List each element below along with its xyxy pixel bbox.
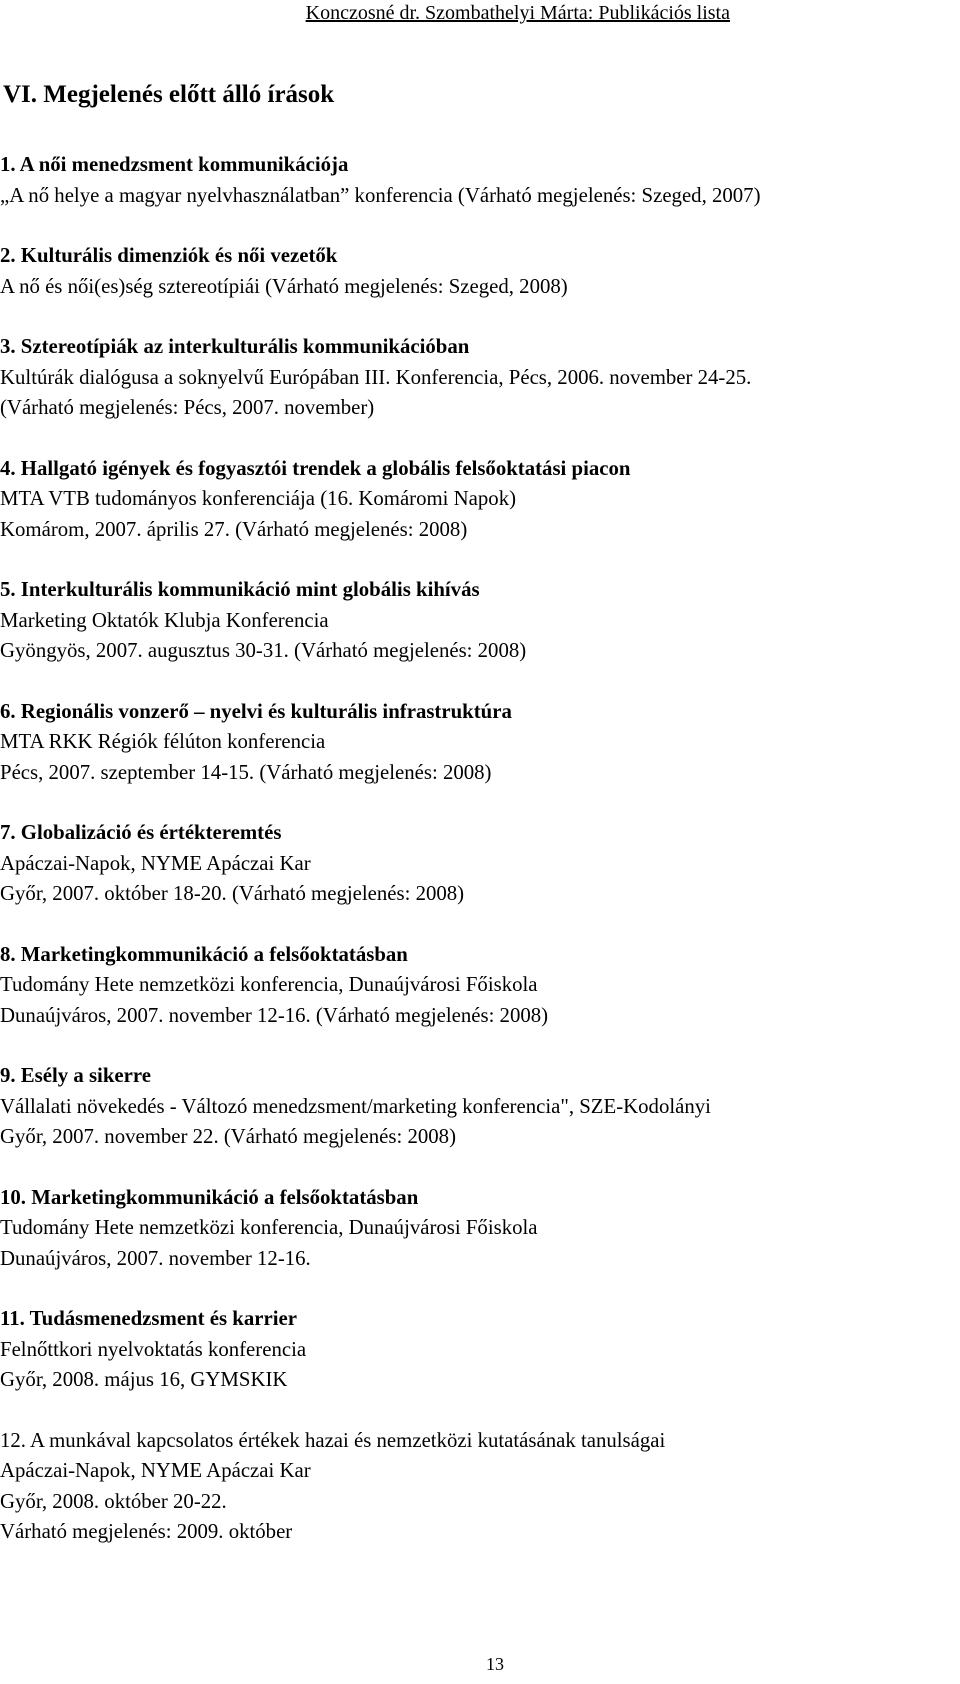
publication-entry [0, 1304, 960, 1396]
publication-detail: Gyöngyös, 2007. augusztus 30-31. (Várható megjelenés: 2008) [0, 639, 527, 662]
publication-title: 2. Kulturális dimenziók és női vezetők [0, 244, 338, 267]
publication-detail: Tudomány Hete nemzetközi konferencia, Dunaújvárosi Főiskola [0, 973, 538, 996]
publication-detail: Marketing Oktatók Klubja Konferencia [0, 608, 329, 632]
page-header: Konczosné dr. Szombathelyi Márta: Publikációs lista [305, 2, 730, 24]
publication-entry [0, 150, 960, 211]
publication-detail: Komárom, 2007. április 27. (Várható megjelenés: 2008) [0, 517, 468, 541]
publication-detail: A nő és női(es)ség sztereotípiái (Várható megjelenés: Szeged, 2008) [0, 274, 568, 298]
publication-title: 6. Regionális vonzerő – nyelvi és kulturális infrastruktúra [0, 699, 512, 723]
page-number: 13 [486, 1654, 504, 1674]
publication-entry [0, 940, 960, 1032]
publication-entry [0, 241, 960, 302]
publication-detail: Várható megjelenés: 2009. október [0, 1520, 293, 1543]
publication-detail: Apáczai-Napok, NYME Apáczai Kar [0, 851, 311, 875]
publication-detail: Felnőttkori nyelvoktatás konferencia [0, 1337, 307, 1361]
publication-detail: MTA RKK Régiók félúton konferencia [0, 730, 326, 753]
publication-entry [0, 1061, 960, 1153]
publication-title: 8. Marketingkommunikáció a felsőoktatásban [0, 942, 408, 966]
publication-entry [0, 454, 960, 546]
publication-detail: Vállalati növekedés - Változó menedzsment/marketing konferencia", SZE-Kodolányi [0, 1094, 711, 1118]
publication-detail: (Várható megjelenés: Pécs, 2007. november) [0, 396, 375, 419]
publication-detail: Dunaújváros, 2007. november 12-16. [0, 1246, 311, 1270]
publication-title: 5. Interkulturális kommunikáció mint globális kihívás [0, 578, 480, 601]
publication-entry [0, 575, 960, 667]
publication-entry [0, 332, 960, 424]
publication-detail: Apáczai-Napok, NYME Apáczai Kar [0, 1459, 311, 1482]
publication-title: 4. Hallgató igények és fogyasztói trendek a globális felsőoktatási piacon [0, 456, 631, 480]
publication-title: 12. A munkával kapcsolatos értékek hazai és nemzetközi kutatásának tanulságai [0, 1428, 666, 1452]
publication-detail: Győr, 2008. május 16, GYMSKIK [0, 1368, 288, 1391]
publication-detail: Kultúrák dialógusa a soknyelvű Európában III. Konferencia, Pécs, 2006. november 24-25. [0, 365, 752, 389]
publication-entry [0, 1183, 960, 1275]
publication-title: 9. Esély a sikerre [0, 1064, 151, 1087]
publication-title: 3. Sztereotípiák az interkulturális kommunikációban [0, 335, 470, 358]
publication-detail: Dunaújváros, 2007. november 12-16. (Várható megjelenés: 2008) [0, 1003, 549, 1027]
publication-detail: Győr, 2007. október 18-20. (Várható megjelenés: 2008) [0, 882, 465, 905]
publication-entry [0, 1426, 960, 1548]
publication-title: 11. Tudásmenedzsment és karrier [0, 1307, 297, 1330]
publication-list [0, 150, 960, 1578]
publication-detail: Pécs, 2007. szeptember 14-15. (Várható megjelenés: 2008) [0, 760, 492, 784]
publication-detail: Győr, 2008. október 20-22. [0, 1489, 227, 1513]
publication-title: 1. A női menedzsment kommunikációja [0, 153, 349, 176]
publication-title: 10. Marketingkommunikáció a felsőoktatásban [0, 1185, 419, 1209]
publication-detail: MTA VTB tudományos konferenciája (16. Komáromi Napok) [0, 487, 517, 510]
publication-entry [0, 818, 960, 910]
publication-detail: „A nő helye a magyar nyelvhasználatban” konferencia (Várható megjelenés: Szeged, 2007) [0, 183, 761, 207]
publication-detail: Győr, 2007. november 22. (Várható megjelenés: 2008) [0, 1125, 456, 1148]
section-title: VI. Megjelenés előtt álló írások [3, 81, 335, 108]
publication-title: 7. Globalizáció és értékteremtés [0, 821, 282, 844]
publication-detail: Tudomány Hete nemzetközi konferencia, Dunaújvárosi Főiskola [0, 1216, 538, 1239]
publication-entry [0, 697, 960, 789]
